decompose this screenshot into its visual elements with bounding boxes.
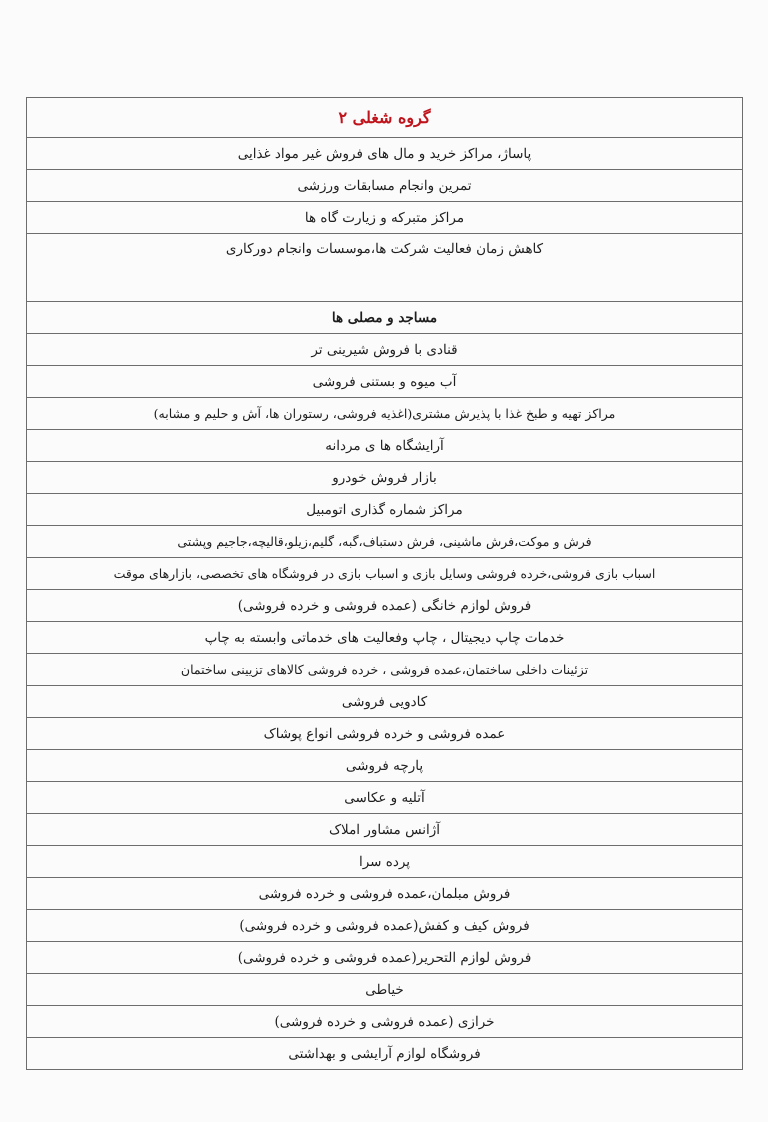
table-row xyxy=(27,814,743,846)
table-cell: اسباب بازی فروشی،خرده فروشی وسایل بازی و اسباب بازی در فروشگاه های تخصصی، بازارهای موقت xyxy=(27,558,743,590)
table-row xyxy=(27,622,743,654)
table-cell: قنادی با فروش شیرینی تر xyxy=(27,334,743,366)
table-cell: مساجد و مصلی ها xyxy=(27,302,743,334)
table-row xyxy=(27,910,743,942)
table-row xyxy=(27,590,743,622)
table-row xyxy=(27,942,743,974)
table-cell: فروش کیف و کفش(عمده فروشی و خرده فروشی) xyxy=(27,910,743,942)
table-cell: عمده فروشی و خرده فروشی انواع پوشاک xyxy=(27,718,743,750)
table-cell: فروش لوازم التحریر(عمده فروشی و خرده فروشی) xyxy=(27,942,743,974)
table-row xyxy=(27,366,743,398)
table-row xyxy=(27,974,743,1006)
table-row xyxy=(27,878,743,910)
table-cell: خرازی (عمده فروشی و خرده فروشی) xyxy=(27,1006,743,1038)
table-cell: فروش مبلمان،عمده فروشی و خرده فروشی xyxy=(27,878,743,910)
table-row xyxy=(27,170,743,202)
table-cell: پرده سرا xyxy=(27,846,743,878)
table-title-row xyxy=(27,98,743,138)
table-row xyxy=(27,462,743,494)
table-cell: پاساژ، مراکز خرید و مال های فروش غیر مواد غذایی xyxy=(27,138,743,170)
table-cell: آژانس مشاور املاک xyxy=(27,814,743,846)
table-row xyxy=(27,558,743,590)
table-cell: بازار فروش خودرو xyxy=(27,462,743,494)
table-row xyxy=(27,334,743,366)
table-cell: تزئینات داخلی ساختمان،عمده فروشی ، خرده فروشی کالاهای تزیینی ساختمان xyxy=(27,654,743,686)
table-cell: کادویی فروشی xyxy=(27,686,743,718)
table-cell: آتلیه و عکاسی xyxy=(27,782,743,814)
job-group-table xyxy=(26,97,743,1070)
table-cell: فروشگاه لوازم آرایشی و بهداشتی xyxy=(27,1038,743,1070)
table-row xyxy=(27,398,743,430)
table-row xyxy=(27,430,743,462)
table-row xyxy=(27,494,743,526)
table-cell: خیاطی xyxy=(27,974,743,1006)
table-row xyxy=(27,718,743,750)
table-row xyxy=(27,1006,743,1038)
table-cell: خدمات چاپ دیجیتال ، چاپ وفعالیت های خدماتی وابسته به چاپ xyxy=(27,622,743,654)
table-title: گروه شغلی ۲ xyxy=(27,98,743,138)
table-row xyxy=(27,750,743,782)
table-cell: کاهش زمان فعالیت شرکت ها،موسسات وانجام دورکاری xyxy=(27,234,743,302)
table-row xyxy=(27,846,743,878)
table-cell: پارچه فروشی xyxy=(27,750,743,782)
table-row xyxy=(27,138,743,170)
table-cell: تمرین وانجام مسابقات ورزشی xyxy=(27,170,743,202)
table-row xyxy=(27,686,743,718)
table-row xyxy=(27,654,743,686)
table-row xyxy=(27,234,743,302)
table-row xyxy=(27,526,743,558)
table-cell: فرش و موکت،فرش ماشینی، فرش دستباف،گبه، گلیم،زیلو،قالیچه،جاجیم وپشتی xyxy=(27,526,743,558)
table-cell: مراکز متبرکه و زیارت گاه ها xyxy=(27,202,743,234)
table-row xyxy=(27,782,743,814)
table-row xyxy=(27,302,743,334)
table-cell: آرایشگاه ها ی مردانه xyxy=(27,430,743,462)
table-row xyxy=(27,202,743,234)
table-cell: مراکز تهیه و طبخ غذا با پذیرش مشتری(اغذیه فروشی، رستوران ها، آش و حلیم و مشابه) xyxy=(27,398,743,430)
table-row xyxy=(27,1038,743,1070)
table-cell: مراکز شماره گذاری اتومبیل xyxy=(27,494,743,526)
table-cell: فروش لوازم خانگی (عمده فروشی و خرده فروشی) xyxy=(27,590,743,622)
table-cell: آب میوه و بستنی فروشی xyxy=(27,366,743,398)
